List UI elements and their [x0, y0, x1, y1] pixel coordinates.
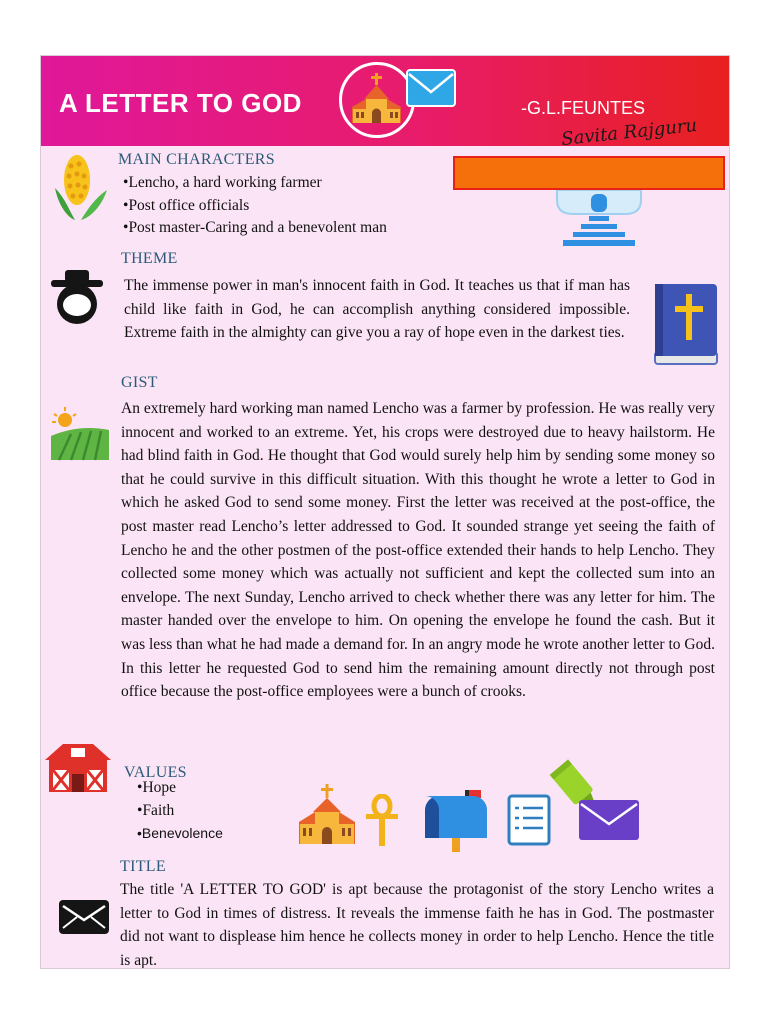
list-item: • Faith — [137, 800, 277, 823]
church-icon — [342, 65, 412, 135]
farmer-face-icon — [45, 266, 109, 328]
values-list — [137, 777, 277, 845]
envelope-icon — [405, 68, 457, 110]
title-text: The title 'A LETTER TO GOD' is apt because the protagonist of the story Lencho writes a letter to God in times of distress. It reveals the immense faith he has in God. The postmaster did not want to displease him hence he collects money in order to help Lencho. Hence the title is apt. — [120, 881, 714, 969]
author-name: -G.L.FEUNTES — [521, 98, 646, 118]
signature: Savita Rajguru — [560, 114, 698, 151]
ankh-icon — [363, 794, 401, 848]
gist-text: An extremely hard working man named Lencho was a farmer by profession. He was really very innocent and worked to an extreme. Yet, his crops were destroyed due to heavy hailstorm. He had blind faith in God. He thought that God would surely help him by sending some money so that he could survive in this difficult situation. With this thought he wrote a letter to God in which he asked God to send some money. First the letter was received at the post-office, the post master read Lencho’s letter addressed to God. It sounded strange yet seeing the faith of Lencho he and the other postmen of the post-office extended their hands to help Lencho. They collected some money which was actually not sufficient and kept the collected sum into an envelope. The next Sunday, Lencho arrived to check whether there was any letter for him. The master handed over the envelope to him. On opening the envelope he found the cash. But it was less than what he had made a demand for. In an angry mode he wrote another letter to God. In this letter he requested God to send him the remaining amount directly not through post office because the post-office employees were a bunch of crooks. — [121, 400, 715, 701]
list-item: • Lencho, a hard working farmer — [123, 172, 443, 195]
title-heading: TITLE — [120, 858, 166, 875]
list-item: • Hope — [137, 777, 277, 800]
values-heading: VALUES — [124, 764, 187, 781]
barn-icon — [43, 740, 113, 794]
corn-icon — [51, 152, 111, 222]
pulpit-icon — [553, 190, 645, 252]
highlight-box — [453, 156, 725, 190]
list-item: • Benevolence — [137, 822, 277, 845]
theme-text: The immense power in man's innocent faith in God. It teaches us that if man has child like faith in God, he can accomplish anything considered impossible. Extreme faith in the almighty can give you a ray of hope even in the darkest ties. — [124, 277, 630, 342]
main-characters-heading: MAIN CHARACTERS — [118, 151, 275, 168]
gist-heading: GIST — [121, 374, 158, 391]
mailbox-icon — [419, 786, 495, 852]
letter-envelope-icon — [57, 898, 111, 936]
list-item: • Post master-Caring and a benevolent man — [123, 217, 443, 240]
main-characters-list — [123, 172, 443, 240]
theme-heading: THEME — [121, 250, 178, 267]
bible-icon — [651, 282, 721, 368]
page-title: A LETTER TO GOD — [59, 88, 302, 118]
church-icon — [297, 782, 357, 846]
envelope-icon — [577, 796, 641, 842]
church-emblem — [339, 62, 415, 138]
worksheet-page — [40, 55, 730, 969]
list-item: • Post office officials — [123, 195, 443, 218]
header-banner — [41, 56, 729, 151]
farm-field-icon — [49, 406, 111, 462]
